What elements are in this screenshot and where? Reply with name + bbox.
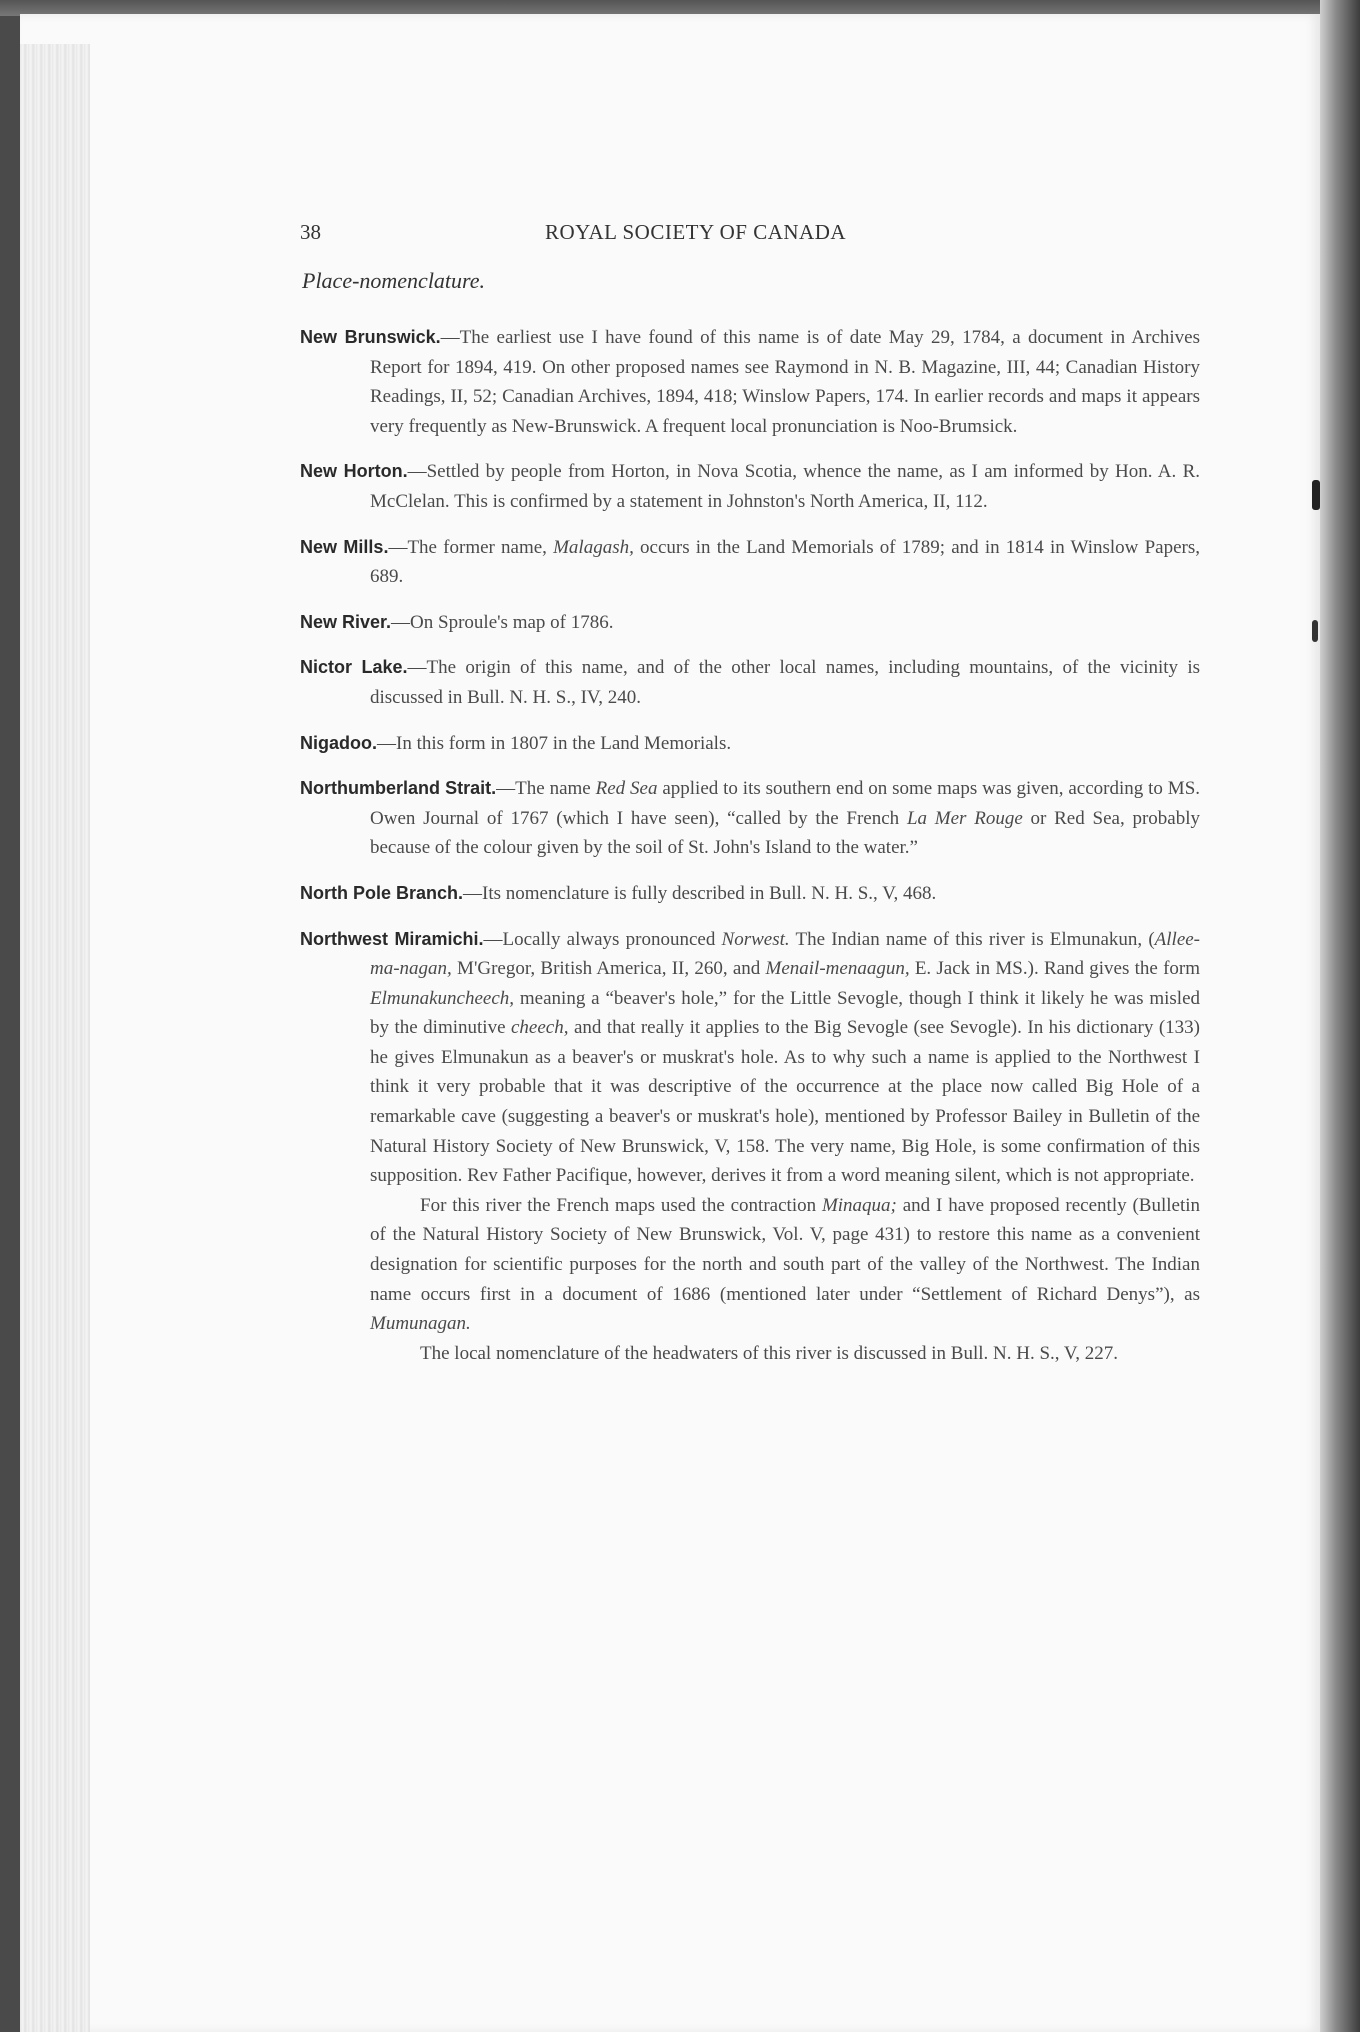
entry-term: Nictor Lake. xyxy=(300,657,408,678)
entry-text: M'Gregor, British America, II, 260, and xyxy=(451,958,766,980)
entry-text: applied to its southern end on some maps was given, according to MS. Owen Journal of 1767 (which I have seen), “called by the French xyxy=(370,778,1201,829)
page-number: 38 xyxy=(300,220,321,244)
entry-nictor-lake xyxy=(300,653,1200,712)
entry-text: For this river the French maps used the contraction xyxy=(420,1194,822,1216)
entry-text: —The former name, xyxy=(388,536,554,558)
entry-text: meaning a “beaver's hole,” for the Little Sevogle, though I think it likely he was misled by the diminutive xyxy=(370,987,1200,1039)
entry-italic-text: Minaqua; xyxy=(821,1194,897,1216)
page-edge-left xyxy=(20,44,90,2032)
entry-text: or Red Sea, probably because of the colour given by the soil of St. John's Island to the water.” xyxy=(370,807,1201,859)
entry-north-pole-branch xyxy=(300,879,1200,909)
entry-northwest-miramichi-paragraph-2 xyxy=(300,1191,1200,1339)
entry-italic-text: Allee-ma-nagan, xyxy=(370,928,1201,980)
entry-term: Nigadoo. xyxy=(300,732,377,753)
entry-text: The local nomenclature of the headwaters of this river is discussed in Bull. N. H. S., V, 227. xyxy=(420,1342,1118,1364)
entry-new-horton xyxy=(300,457,1200,516)
entry-text: —The name xyxy=(496,778,596,800)
entry-term: Northwest Miramichi. xyxy=(300,928,484,949)
entry-text: and I have proposed recently (Bulletin of the Natural History Society of New Brunswick, Vol. V, page 431) to restore this name as a convenient designation for scientific purposes for the north and south part of the valley of the Northwest. The Indian name occurs first in a document of 1686 (mentioned later under “Settlement of Richard Denys”), as xyxy=(370,1194,1201,1305)
entry-term: Northumberland Strait. xyxy=(300,778,497,799)
entry-text: The Indian name of this river is Elmunakun, ( xyxy=(789,928,1155,950)
book-binding-edge xyxy=(1320,0,1360,2032)
entry-list xyxy=(300,323,1200,1368)
entry-term: New Mills. xyxy=(300,536,389,557)
entry-text: —On Sproule's map of 1786. xyxy=(391,611,614,633)
entry-text: E. Jack in MS.). Rand gives the form xyxy=(909,958,1201,980)
entry-italic-text: Elmunakuncheech, xyxy=(370,987,515,1009)
entry-nigadoo xyxy=(300,729,1200,759)
entry-text: —Settled by people from Horton, in Nova Scotia, whence the name, as I am informed by Hon. A. R. McClelan. This is confirmed by a statement in Johnston's North America, II, 112. xyxy=(370,461,1200,512)
entry-term: North Pole Branch. xyxy=(300,882,464,903)
entry-northwest-miramichi-paragraph-3 xyxy=(300,1339,1200,1369)
scan-speck xyxy=(1312,480,1320,510)
entry-italic-text: Menail-menaagun, xyxy=(765,958,910,980)
entry-italic-text: Red Sea xyxy=(595,778,658,800)
entry-new-brunswick xyxy=(300,323,1200,441)
entry-text: —In this form in 1807 in the Land Memorials. xyxy=(377,732,732,754)
entry-italic-text: Norwest. xyxy=(721,928,790,950)
page-header xyxy=(300,220,920,250)
entry-italic-text: Malagash, xyxy=(553,536,634,558)
entry-text: —Its nomenclature is fully described in Bull. N. H. S., V, 468. xyxy=(463,882,937,904)
entry-northwest-miramichi xyxy=(300,925,1200,1191)
entry-term: New Brunswick. xyxy=(300,327,441,347)
section-title: Place-nomenclature. xyxy=(302,268,486,293)
entry-italic-text: cheech, xyxy=(511,1017,569,1039)
entry-northumberland-strait xyxy=(300,774,1200,863)
entry-term: New Horton. xyxy=(300,461,408,482)
entry-text: occurs in the Land Memorials of 1789; and in 1814 in Winslow Papers, 689. xyxy=(370,536,1200,588)
entry-text: and that really it applies to the Big Sevogle (see Sevogle). In his dictionary (133) he gives Elmunakun as a beaver's or muskrat's hole. As to why such a name is applied to the Northwest I think it very probable that it was descriptive of the occurrence at the place now called Big Hole of a remarkable cave (suggesting a beaver's or muskrat's hole), mentioned by Professor Bailey in Bulletin of the Natural History Society of New Brunswick, V, 158. The very name, Big Hole, is some confirmation of this supposition. Rev Father Pacifique, however, derives it from a word meaning silent, which is not appropriate. xyxy=(370,1017,1201,1187)
entry-term: New River. xyxy=(300,611,392,632)
entry-text: —Locally always pronounced xyxy=(483,928,722,950)
entry-text: —The origin of this name, and of the other local names, including mountains, of the vicinity is discussed in Bull. N. H. S., IV, 240. xyxy=(370,657,1200,708)
entry-text: —The earliest use I have found of this name is of date May 29, 1784, a document in Archives Report for 1894, 419. On other proposed names see Raymond in N. B. Magazine, III, 44; Canadian History Readings, II, 52; Canadian Archives, 1894, 418; Winslow Papers, 174. In earlier records and maps it appears very frequently as New-Brunswick. A frequent local pronunciation is Noo-Brumsick. xyxy=(370,327,1200,437)
entry-new-mills xyxy=(300,533,1200,592)
running-head: ROYAL SOCIETY OF CANADA xyxy=(545,220,847,244)
entry-italic-text: La Mer Rouge xyxy=(906,807,1023,829)
entry-new-river xyxy=(300,608,1200,638)
scan-speck xyxy=(1312,620,1318,642)
entry-italic-text: Mumunagan. xyxy=(370,1313,471,1335)
